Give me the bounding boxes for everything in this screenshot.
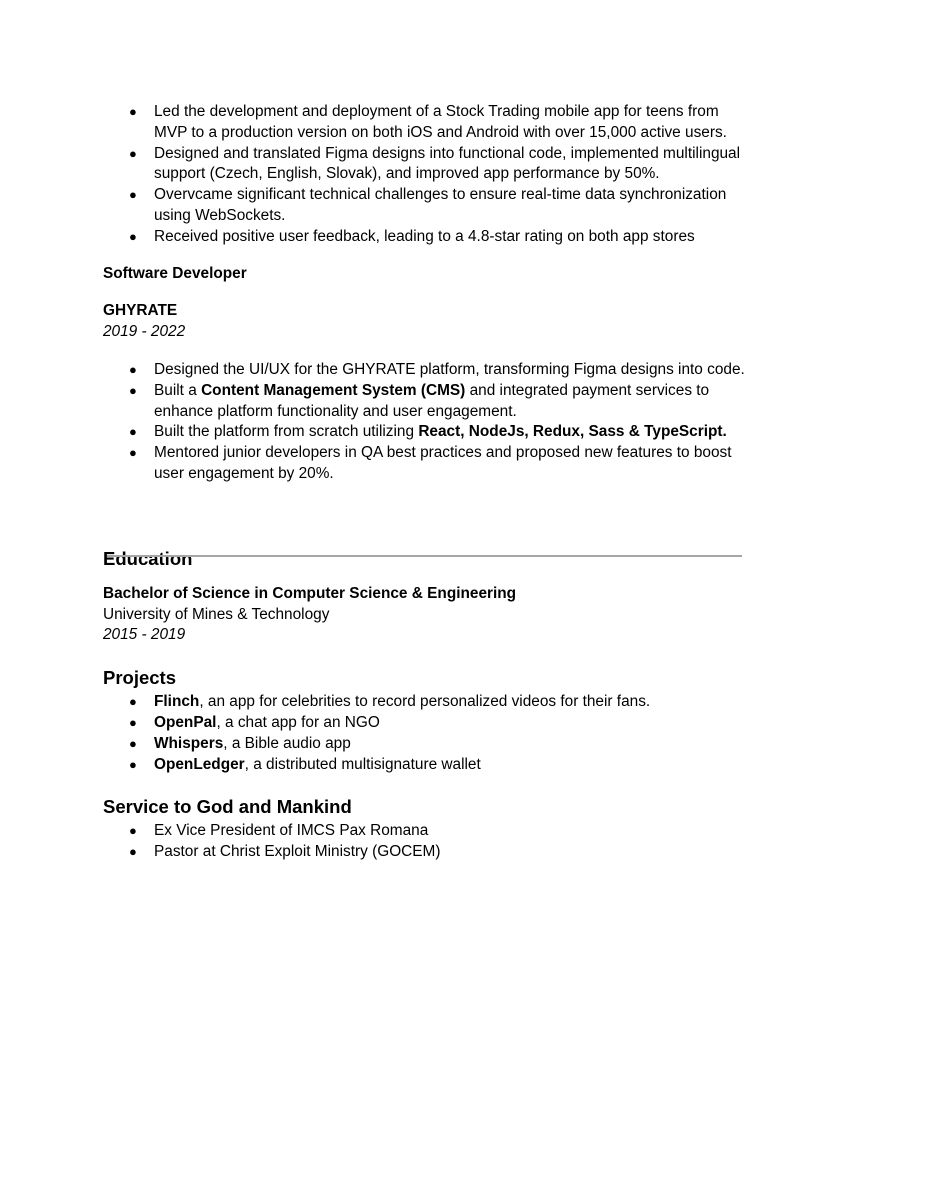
list-item: ● Overvcame significant technical challenges to ensure real-time data synchronization using WebSockets. [129,186,727,224]
service-list [103,821,748,863]
list-item: ● Led the development and deployment of a Stock Trading mobile app for teens from MVP to a production version on both iOS and Android with over 15,000 active users. [129,103,727,141]
bullet-icon: ● [129,445,137,461]
bullet-icon: ● [129,844,137,860]
resume-content [103,100,748,863]
list-item: ● Designed the UI/UX for the GHYRATE platform, transforming Figma designs into code. [103,360,748,381]
list-item: ● Built a Content Management System (CMS) and integrated payment services to enhance platform functionality and user engagement. [129,381,710,420]
bullet-icon: ● [129,361,137,377]
bullet-icon: ● [129,187,137,203]
service-heading: Service to God and Mankind [103,796,352,818]
list-item: ● Flinch, an app for celebrities to record personalized videos for their fans. [103,692,748,713]
bullet-icon: ● [129,756,137,772]
list-item: ● Built the platform from scratch utilizing React, NodeJs, Redux, Sass & TypeScript. [103,422,748,443]
list-item: ● Designed and translated Figma designs into functional code, implemented multilingual support (Czech, English, Slovak), and improved app performance by 50%. [129,144,741,183]
school-name: University of Mines & Technology [103,605,330,623]
list-item: ● Pastor at Christ Exploit Ministry (GOCEM) [103,842,748,863]
bullet-icon: ● [129,145,137,161]
degree: Bachelor of Science in Computer Science & Engineering [103,584,517,602]
list-item: ● OpenPal, a chat app for an NGO [103,713,748,734]
list-item: ● Whispers, a Bible audio app [103,734,748,755]
list-item: ● Ex Vice President of IMCS Pax Romana [103,821,748,842]
experience-bullets-1 [103,102,748,248]
bullet-icon: ● [129,735,137,751]
bullet-icon: ● [129,823,137,839]
company-name: GHYRATE [103,302,178,320]
job-dates: 2019 - 2022 [103,323,186,341]
bullet-icon: ● [129,104,137,119]
bullet-icon: ● [129,424,137,440]
section-divider [107,555,742,557]
bullet-icon: ● [129,382,137,398]
experience-bullets-2 [103,360,748,485]
list-item: ● Received positive user feedback, leading to a 4.8-star rating on both app stores [103,227,748,248]
list-item: ● Mentored junior developers in QA best practices and proposed new features to boost user engagement by 20%. [129,444,732,482]
bullet-icon: ● [129,228,137,244]
job-title: Software Developer [103,264,247,282]
bullet-icon: ● [129,694,137,710]
education-dates: 2015 - 2019 [103,626,186,644]
education-heading: Education [103,547,193,569]
projects-list [103,692,748,775]
projects-heading: Projects [103,667,177,689]
bullet-icon: ● [129,714,137,730]
list-item: ● OpenLedger, a distributed multisignature wallet [103,755,748,776]
